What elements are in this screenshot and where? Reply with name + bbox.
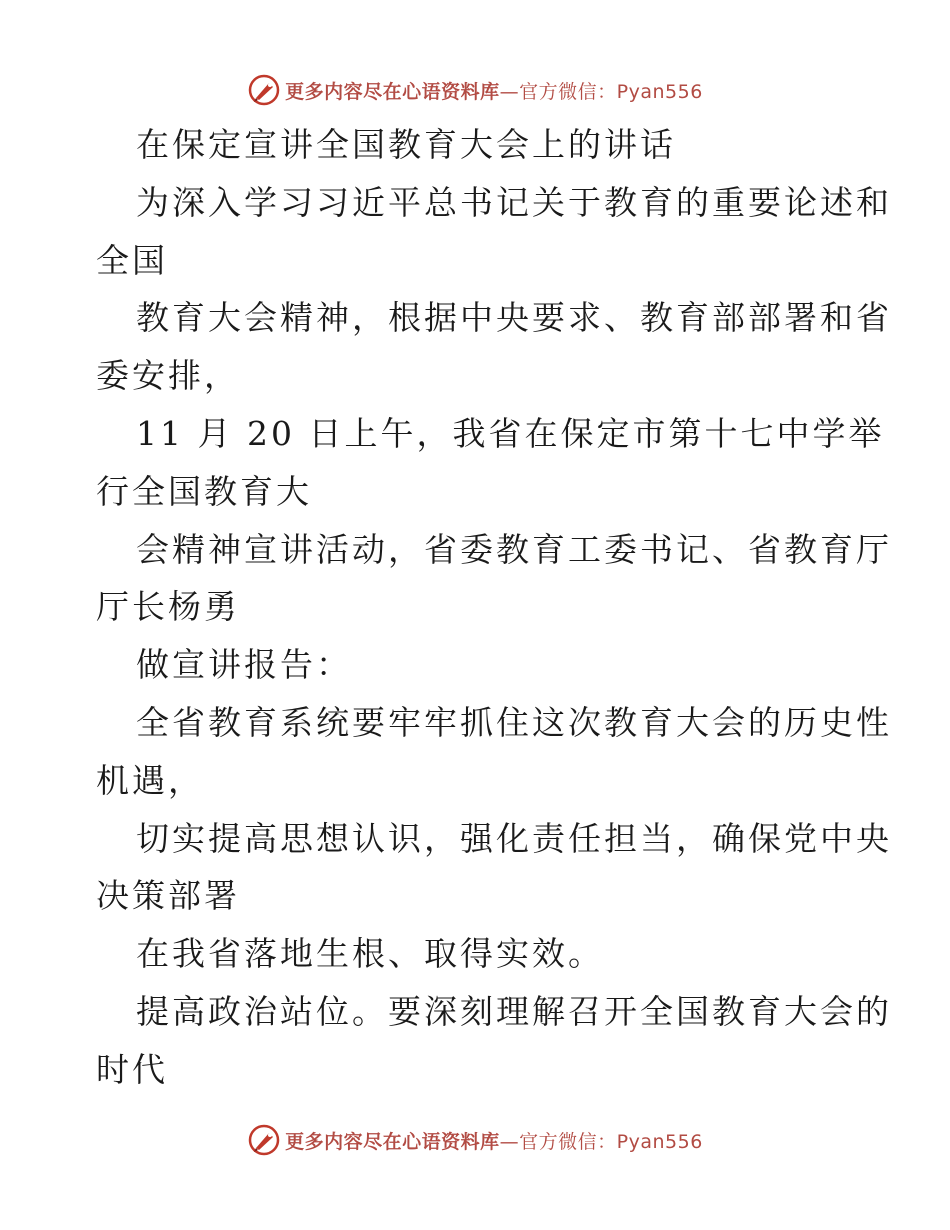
banner-dash: — xyxy=(499,1130,520,1153)
text-line: 会精神宣讲活动，省委教育工委书记、省教育厅 xyxy=(136,529,892,569)
banner-contact-text: 官方微信：Pyan556 xyxy=(519,1130,703,1153)
banner-site-text: 更多内容尽在心语资料库 xyxy=(285,80,500,103)
text-line: 做宣讲报告： xyxy=(136,645,352,685)
banner-dash: — xyxy=(499,80,520,103)
text-line: 厅长杨勇 xyxy=(96,587,240,627)
banner-site-text: 更多内容尽在心语资料库 xyxy=(285,1130,500,1153)
text-line: 决策部署 xyxy=(96,876,240,916)
banner-contact-text: 官方微信：Pyan556 xyxy=(519,80,703,103)
text-line: 在保定宣讲全国教育大会上的讲话 xyxy=(136,125,676,164)
text-line: 提高政治站位。要深刻理解召开全国教育大会的 xyxy=(136,991,892,1031)
text-line: 全省教育系统要牢牢抓住这次教育大会的历史性 xyxy=(136,702,892,742)
text-line: 在我省落地生根、取得实效。 xyxy=(136,934,604,974)
header-banner xyxy=(0,70,950,110)
text-line: 委安排， xyxy=(96,356,240,396)
text-line: 全国 xyxy=(96,240,168,280)
text-line: 教育大会精神，根据中央要求、教育部部署和省 xyxy=(136,298,892,338)
text-line: 切实提高思想认识，强化责任担当，确保党中央 xyxy=(136,818,892,858)
text-line: 为深入学习习近平总书记关于教育的重要论述和 xyxy=(136,182,892,222)
pen-nib-logo-icon xyxy=(247,73,281,107)
footer-banner xyxy=(0,1120,950,1160)
text-line: 行全国教育大 xyxy=(96,471,312,511)
text-line: 时代 xyxy=(96,1049,168,1089)
document-body xyxy=(96,116,892,1099)
pen-nib-logo-icon xyxy=(247,1123,281,1157)
text-line: 机遇， xyxy=(96,760,204,800)
text-line: 11 月 20 日上午，我省在保定市第十七中学举 xyxy=(136,413,885,453)
